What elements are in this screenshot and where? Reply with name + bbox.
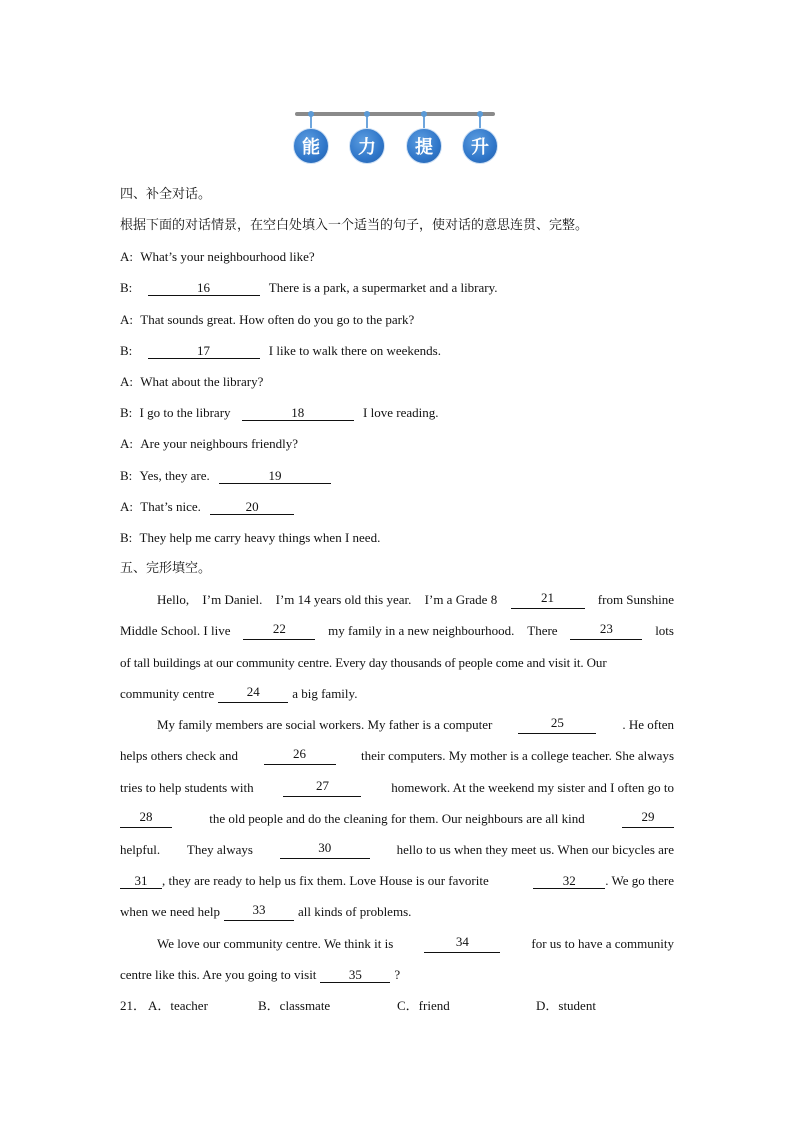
passage-text: of tall buildings at our community centre. Every day thousands of people come and visit it. Our <box>120 655 607 670</box>
speaker-label: A: <box>120 374 133 389</box>
passage-line <box>157 935 674 953</box>
banner-item <box>349 114 385 162</box>
answer-blank[interactable]: 19 <box>219 469 331 484</box>
cloze-blank[interactable]: 25 <box>518 716 596 734</box>
speaker-label: A: <box>120 436 133 451</box>
passage-text: Hello, <box>157 592 190 607</box>
dialogue-text: I like to walk there on weekends. <box>268 343 441 358</box>
passage-line <box>157 716 674 734</box>
speaker-label: B: <box>120 405 133 420</box>
cloze-blank[interactable]: 24 <box>218 685 288 703</box>
cloze-blank[interactable]: 35 <box>320 968 390 983</box>
passage-text: lots <box>655 623 674 638</box>
dialogue-line <box>120 404 438 422</box>
dialogue-line <box>120 435 298 453</box>
passage-text: My family members are social workers. My father is a computer <box>157 717 493 732</box>
passage-text: . He often <box>622 717 674 732</box>
passage-text: the old people and do the cleaning for them. Our neighbours are all kind <box>209 811 585 826</box>
answer-blank[interactable]: 17 <box>148 344 260 359</box>
banner-char-circle: 能 <box>293 128 329 164</box>
passage-line <box>120 622 674 640</box>
dialogue-text: What’s your neighbourhood like? <box>140 249 315 264</box>
passage-text: for us to have a community <box>531 936 674 951</box>
banner-item <box>293 114 329 162</box>
passage-text: centre like this. Are you going to visit <box>120 967 317 982</box>
passage-text: ? <box>394 967 401 982</box>
passage-line <box>120 841 674 859</box>
dialogue-text: What about the library? <box>140 374 264 389</box>
speaker-label: A: <box>120 499 133 514</box>
passage-text: I’m a Grade 8 <box>424 592 498 607</box>
answer-blank[interactable]: 18 <box>242 406 354 421</box>
cloze-blank[interactable]: 32 <box>533 874 605 889</box>
banner-char-circle: 提 <box>406 128 442 164</box>
passage-text: helpful. <box>120 842 161 857</box>
passage-text: homework. At the weekend my sister and I often go to <box>391 780 674 795</box>
dialogue-text: I go to the library <box>139 405 231 420</box>
section5-title: 五、完形填空。 <box>120 561 212 576</box>
passage-text: Middle School. I live <box>120 623 231 638</box>
passage-line <box>120 654 674 672</box>
speaker-label: B: <box>120 530 133 545</box>
dialogue-line <box>120 342 441 360</box>
dialogue-text: That’s nice. <box>140 499 201 514</box>
passage-text: from Sunshine <box>597 592 674 607</box>
dialogue-line <box>120 248 315 266</box>
passage-text: community centre <box>120 686 215 701</box>
dialogue-line <box>120 467 331 485</box>
passage-line <box>120 747 674 765</box>
cloze-blank[interactable]: 21 <box>511 591 585 609</box>
passage-text: a big family. <box>292 686 358 701</box>
passage-text: There <box>527 623 558 638</box>
option-d[interactable]: D．student <box>536 998 596 1013</box>
cloze-blank[interactable]: 22 <box>243 622 315 640</box>
option-c[interactable]: C．friend <box>397 998 450 1013</box>
answer-blank[interactable]: 20 <box>210 500 294 515</box>
dialogue-text: There is a park, a supermarket and a library. <box>268 280 498 295</box>
passage-line <box>120 779 674 797</box>
passage-line <box>120 966 674 984</box>
dialogue-line <box>120 498 294 516</box>
banner-char-circle: 力 <box>349 128 385 164</box>
dialogue-text: That sounds great. How often do you go to the park? <box>140 312 415 327</box>
passage-text: when we need help <box>120 904 220 919</box>
dialogue-line <box>120 311 414 329</box>
dialogue-line <box>120 279 498 297</box>
speaker-label: B: <box>120 343 133 358</box>
cloze-blank[interactable]: 34 <box>424 935 500 953</box>
speaker-label: A: <box>120 249 133 264</box>
passage-text: my family in a new neighbourhood. <box>328 623 515 638</box>
ability-banner <box>290 108 500 168</box>
dialogue-text: Are your neighbours friendly? <box>140 436 299 451</box>
passage-text: hello to us when they meet us. When our bicycles are <box>396 842 674 857</box>
passage-line <box>157 591 674 609</box>
passage-line <box>120 810 674 828</box>
passage-text: , they are ready to help us fix them. Love House is our favorite <box>162 873 489 888</box>
passage-text: tries to help students with <box>120 780 254 795</box>
cloze-blank[interactable]: 30 <box>280 841 370 859</box>
banner-item <box>406 114 442 162</box>
banner-char-circle: 升 <box>462 128 498 164</box>
speaker-label: B: <box>120 280 133 295</box>
question-number: 21． <box>120 998 147 1013</box>
speaker-label: A: <box>120 312 133 327</box>
cloze-blank[interactable]: 26 <box>264 747 336 765</box>
cloze-blank[interactable]: 23 <box>570 622 642 640</box>
question-21 <box>120 997 680 1015</box>
option-a[interactable]: A．teacher <box>148 998 208 1013</box>
answer-blank[interactable]: 16 <box>148 281 260 296</box>
dialogue-line <box>120 373 263 391</box>
cloze-blank[interactable]: 33 <box>224 903 294 921</box>
banner-item <box>462 114 498 162</box>
passage-text: We love our community centre. We think it is <box>157 936 394 951</box>
passage-text: . We go there <box>605 873 674 888</box>
passage-line <box>120 872 674 890</box>
dialogue-line <box>120 529 380 547</box>
passage-text: their computers. My mother is a college teacher. She always <box>361 748 674 763</box>
cloze-blank[interactable]: 31 <box>120 874 162 889</box>
passage-line <box>120 903 674 921</box>
passage-text: all kinds of problems. <box>298 904 412 919</box>
passage-text: helps others check and <box>120 748 239 763</box>
passage-line <box>120 685 674 703</box>
option-b[interactable]: B．classmate <box>258 998 331 1013</box>
passage-text: I’m Daniel. <box>202 592 263 607</box>
speaker-label: B: <box>120 468 133 483</box>
passage-text: They always <box>186 842 253 857</box>
dialogue-text: I love reading. <box>363 405 439 420</box>
cloze-blank[interactable]: 28 <box>120 810 172 828</box>
dialogue-text: They help me carry heavy things when I need. <box>139 530 381 545</box>
cloze-blank[interactable]: 27 <box>283 779 361 797</box>
section4-instruction: 根据下面的对话情景，在空白处填入一个适当的句子，使对话的意思连贯、完整。 <box>120 218 589 233</box>
section4-title: 四、补全对话。 <box>120 187 212 202</box>
cloze-blank[interactable]: 29 <box>622 810 674 828</box>
dialogue-text: Yes, they are. <box>139 468 210 483</box>
passage-text: I’m 14 years old this year. <box>275 592 412 607</box>
